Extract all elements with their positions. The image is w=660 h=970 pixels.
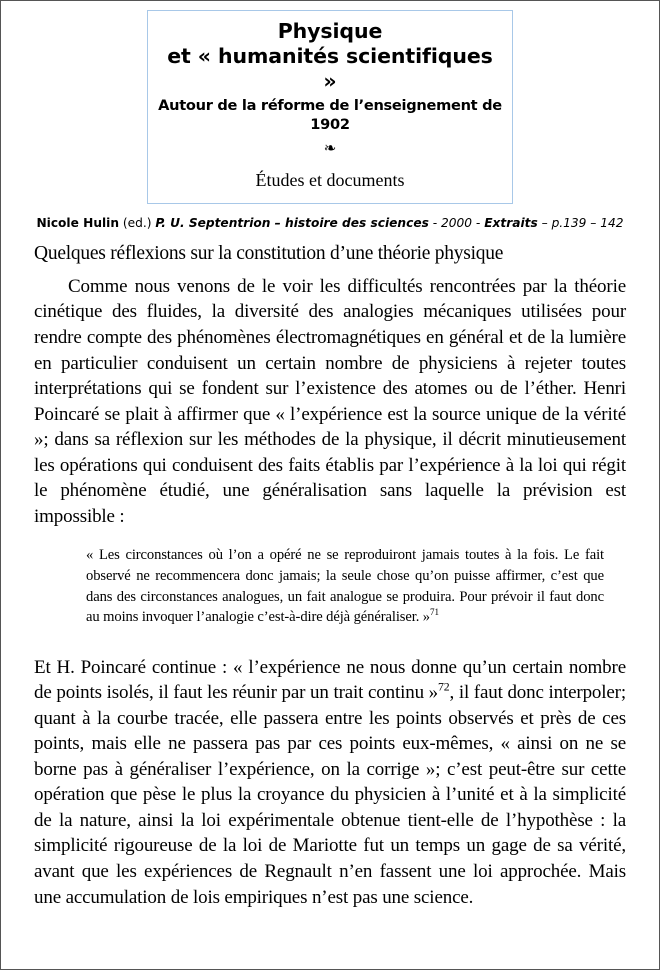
block-quote	[86, 545, 604, 627]
paragraph-1: Comme nous venons de le voir les difficultés rencontrées par la théorie cinétique des fluides, la diversité des analogies mécaniques utilisées pour rendre compte des phénomènes électromagnétiques en général et de la lumière en particulier conduisent un certain nombre de physiciens à rejeter toutes interprétations qui se fondent sur l’existence des atomes ou de l’éther. Henri Poincaré se plait à affirmer que « l’expérience est la source unique de la vérité »; dans sa réflexion sur les méthodes de la physique, il décrit minutieusement les opérations qui conduisent des faits établis par l’expérience à la loi qui régit le phénomène étudié, une généralisation sans laquelle la prévision est impossible :	[34, 275, 626, 527]
citation-editor-role: (ed.)	[119, 215, 156, 230]
footnote-marker-71: 71	[430, 607, 439, 618]
citation-year: 2000	[441, 215, 473, 230]
block-quote-text: « Les circonstances où l’on a opéré ne se reproduiront jamais toutes à la fois. Le fait observé ne recommencera donc jamais; la seule chose qu’on puisse affirmer, c’est que dans des circonstances analogues, un fait analogue se produira. Pour prévoir il faut donc au moins invoquer l’analogie c’est-à-dire déjà généraliser. »	[86, 547, 604, 626]
fleuron-ornament-icon: ❧	[323, 138, 337, 157]
paragraph-2	[34, 655, 626, 910]
spacer	[34, 628, 626, 655]
citation-extract-label: Extraits	[484, 215, 538, 230]
citation-line	[1, 216, 659, 230]
paragraph-2-part-1: Et H. Poincaré continue : « l’expérience ne nous donne qu’un certain nombre de points isolés, il faut les réunir par un trait continu »	[34, 656, 626, 704]
title-line-2: et « humanités scientifiques »	[167, 44, 493, 93]
citation-separator-2: -	[472, 215, 485, 230]
section-heading: Quelques réflexions sur la constitution d’une théorie physique	[34, 242, 504, 264]
citation-author: Nicole Hulin	[36, 215, 120, 230]
series-title: Études et documents	[255, 169, 405, 190]
title-subtitle: Autour de la réforme de l’enseignement de 1902	[158, 97, 502, 133]
citation-pages: p.139 – 142	[551, 215, 624, 230]
citation-publisher: P. U. Septentrion – histoire des sciences	[155, 215, 429, 230]
title-box	[147, 10, 513, 204]
body-column	[34, 243, 626, 910]
title-line-1: Physique	[277, 19, 383, 43]
citation-separator-1: -	[428, 215, 442, 230]
footnote-marker-72: 72	[438, 680, 450, 694]
paragraph-2-part-2: , il faut donc interpoler; quant à la courbe tracée, elle passera entre les points observés et près de ces points, mais elle ne passera pas par ces points eux-mêmes, « ainsi on ne se borne pas à généraliser l’expérience, on la corrige »; c’est peut-être sur cette opération que pèse le plus la croyance du physicien à l’unité et à la simplicité de la nature, ainsi la loi expérimentale obtenue tient-elle de l’hypothèse : la simplicité rigoureuse de la loi de Mariotte fut un temps un gage de sa vérité, avant que les expériences de Regnault n’en fassent une loi approchée. Mais une accumulation de lois empiriques n’est pas une science.	[34, 682, 626, 908]
citation-separator-3: –	[537, 215, 552, 230]
